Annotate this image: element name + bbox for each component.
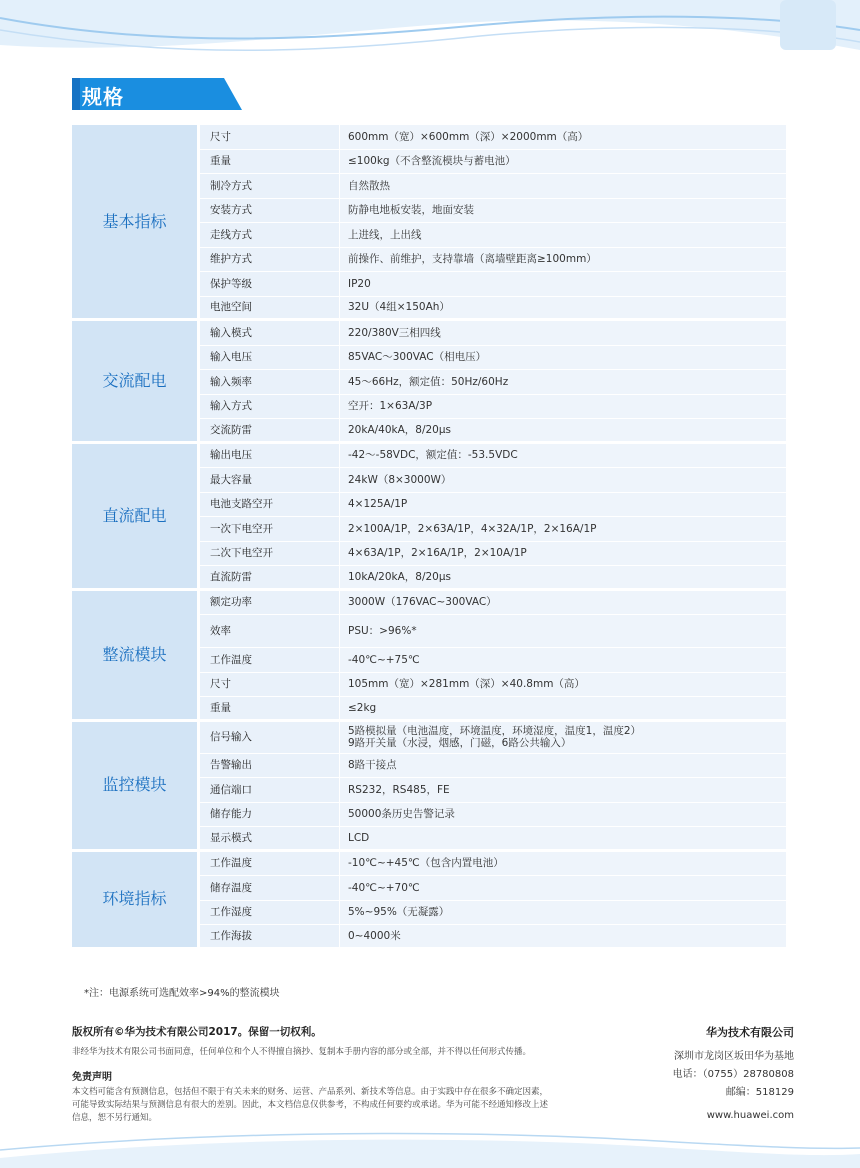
spec-value [340,297,786,322]
spec-value-line: -40℃~+75℃ [348,653,420,666]
spec-label: 保护等级 [200,272,340,297]
spec-value-line: 50000条历史告警记录 [348,808,455,821]
footer-legal [72,1024,632,1125]
category-cell: 交流配电 [72,321,200,444]
spec-label: 输入频率 [200,370,340,395]
spec-value-line: 8路干接点 [348,759,397,772]
spec-value [340,444,786,469]
spec-value [340,419,786,444]
spec-value [340,395,786,420]
spec-value [340,722,786,754]
disclaimer-line-1: 本文档可能含有预测信息，包括但不限于有关未来的财务、运营、产品系列、新技术等信息。由于实践中存在很多不确定因素， [72,1087,549,1097]
spec-value [340,125,786,150]
category-cell: 环境指标 [72,852,200,950]
spec-table [72,125,786,950]
spec-value-line: 20kA/40kA，8/20μs [348,423,452,436]
spec-label: 尺寸 [200,673,340,698]
spec-label: 输出电压 [200,444,340,469]
spec-label: 电池支路空开 [200,493,340,518]
spec-value [340,876,786,901]
spec-value [340,174,786,199]
spec-label: 工作温度 [200,648,340,673]
spec-value-line: 105mm（宽）×281mm（深）×40.8mm（高） [348,678,585,691]
category-cell: 监控模块 [72,722,200,852]
spec-value-line: 5路模拟量（电池温度，环境温度，环境湿度，温度1，温度2） [348,725,642,737]
spec-value [340,346,786,371]
spec-value [340,150,786,175]
spec-label: 输入电压 [200,346,340,371]
spec-value [340,542,786,567]
spec-value [340,370,786,395]
spec-label: 信号输入 [200,722,340,754]
spec-value [340,272,786,297]
spec-value-line: 45～66Hz，额定值：50Hz/60Hz [348,375,509,388]
spec-value [340,673,786,698]
spec-value-line: 9路开关量（水浸，烟感，门磁，6路公共输入） [348,737,572,749]
spec-label: 储存温度 [200,876,340,901]
spec-label: 输入模式 [200,321,340,346]
spec-value [340,591,786,616]
spec-label: 安装方式 [200,199,340,224]
spec-value-line: -42～-58VDC，额定值：-53.5VDC [348,449,518,462]
spec-value [340,615,786,648]
spec-value-line: 10kA/20kA，8/20μs [348,570,452,583]
spec-value [340,778,786,803]
spec-label: 告警输出 [200,754,340,779]
spec-value-line: 自然散热 [348,179,390,192]
spec-label: 工作温度 [200,852,340,877]
category-cell: 整流模块 [72,591,200,722]
spec-value-line: RS232，RS485，FE [348,783,450,796]
spec-label: 电池空间 [200,297,340,322]
spec-label: 一次下电空开 [200,517,340,542]
spec-table-body [72,125,786,950]
section-heading-bar [72,78,242,110]
spec-value-line: 2×100A/1P，2×63A/1P，4×32A/1P，2×16A/1P [348,522,597,535]
table-row [72,722,786,754]
spec-value-line: 0~4000米 [348,929,401,942]
spec-value-line: -10℃~+45℃（包含内置电池） [348,857,504,870]
spec-label: 二次下电空开 [200,542,340,567]
spec-value [340,827,786,852]
spec-label: 效率 [200,615,340,648]
spec-value [340,248,786,273]
spec-value [340,803,786,828]
top-wave-decoration [0,0,860,80]
spec-label: 额定功率 [200,591,340,616]
spec-value [340,199,786,224]
spec-label: 直流防雷 [200,566,340,591]
spec-label: 储存能力 [200,803,340,828]
spec-value-line: LCD [348,831,370,844]
spec-label: 最大容量 [200,468,340,493]
footnote: *注：电源系统可选配效率>94%的整流模块 [84,988,280,999]
spec-label: 交流防雷 [200,419,340,444]
company-name: 华为技术有限公司 [706,1026,794,1039]
spec-value [340,648,786,673]
spec-value-line: ≤2kg [348,701,377,714]
spec-value-line: 85VAC～300VAC（相电压） [348,351,487,364]
spec-label: 制冷方式 [200,174,340,199]
company-phone: 电话：（0755）28780808 [672,1069,794,1080]
rights-text: 非经华为技术有限公司书面同意，任何单位和个人不得擅自摘抄、复制本手册内容的部分或全部，并不得以任何形式传播。 [72,1047,532,1057]
spec-value [340,852,786,877]
table-row [72,125,786,150]
disclaimer-title: 免责声明 [72,1072,112,1083]
spec-value-line: 上进线，上出线 [348,228,422,241]
spec-value [340,925,786,950]
spec-label: 走线方式 [200,223,340,248]
table-row [72,591,786,616]
spec-label: 通信端口 [200,778,340,803]
spec-value-line: 前操作、前维护，支持靠墙（离墙壁距离≥100mm） [348,253,597,266]
section-title: 规格 [82,85,124,109]
spec-value-line: 空开：1×63A/3P [348,400,433,413]
spec-value [340,566,786,591]
spec-value-line: IP20 [348,277,371,290]
company-postcode: 邮编：518129 [725,1087,794,1098]
spec-value-line: 3000W（176VAC~300VAC） [348,596,497,609]
spec-value [340,468,786,493]
table-row [72,321,786,346]
category-cell: 基本指标 [72,125,200,321]
spec-value-line: 32U（4组×150Ah） [348,301,450,314]
footer-contact [673,1024,794,1121]
disclaimer-line-2: 可能导致实际结果与预测信息有很大的差别。因此，本文档信息仅供参考，不构成任何要约或承诺。华为可能不经通知修改上述 [72,1100,549,1110]
spec-value [340,321,786,346]
spec-label: 尺寸 [200,125,340,150]
spec-label: 显示模式 [200,827,340,852]
spec-value-line: -40℃~+70℃ [348,881,420,894]
spec-value-line: 220/380V三相四线 [348,326,441,339]
spec-value-line: 24kW（8×3000W） [348,473,452,486]
spec-value-line: PSU：>96%* [348,625,417,637]
spec-label: 重量 [200,150,340,175]
category-cell: 直流配电 [72,444,200,591]
spec-value-line: 4×125A/1P [348,498,408,511]
spec-value [340,517,786,542]
disclaimer-line-3: 信息，恕不另行通知。 [72,1113,158,1123]
company-address: 深圳市龙岗区坂田华为基地 [674,1051,794,1062]
spec-label: 工作海拔 [200,925,340,950]
company-website-link[interactable]: www.huawei.com [706,1110,794,1121]
spec-value-line: 4×63A/1P，2×16A/1P，2×10A/1P [348,547,527,560]
spec-value-line: 5%~95%（无凝露） [348,906,450,919]
spec-label: 维护方式 [200,248,340,273]
copyright-text: 版权所有©华为技术有限公司2017。保留一切权利。 [72,1026,322,1038]
bottom-wave-decoration [0,1128,860,1168]
spec-value-line: 600mm（宽）×600mm（深）×2000mm（高） [348,130,589,143]
spec-label: 输入方式 [200,395,340,420]
spec-label: 工作湿度 [200,901,340,926]
spec-label: 重量 [200,697,340,722]
spec-value [340,493,786,518]
spec-value-line: ≤100kg（不含整流模块与蓄电池） [348,155,516,168]
table-row [72,444,786,469]
table-row [72,852,786,877]
spec-value [340,223,786,248]
spec-value [340,754,786,779]
spec-value [340,901,786,926]
spec-value-line: 防静电地板安装，地面安装 [348,204,474,217]
spec-value [340,697,786,722]
